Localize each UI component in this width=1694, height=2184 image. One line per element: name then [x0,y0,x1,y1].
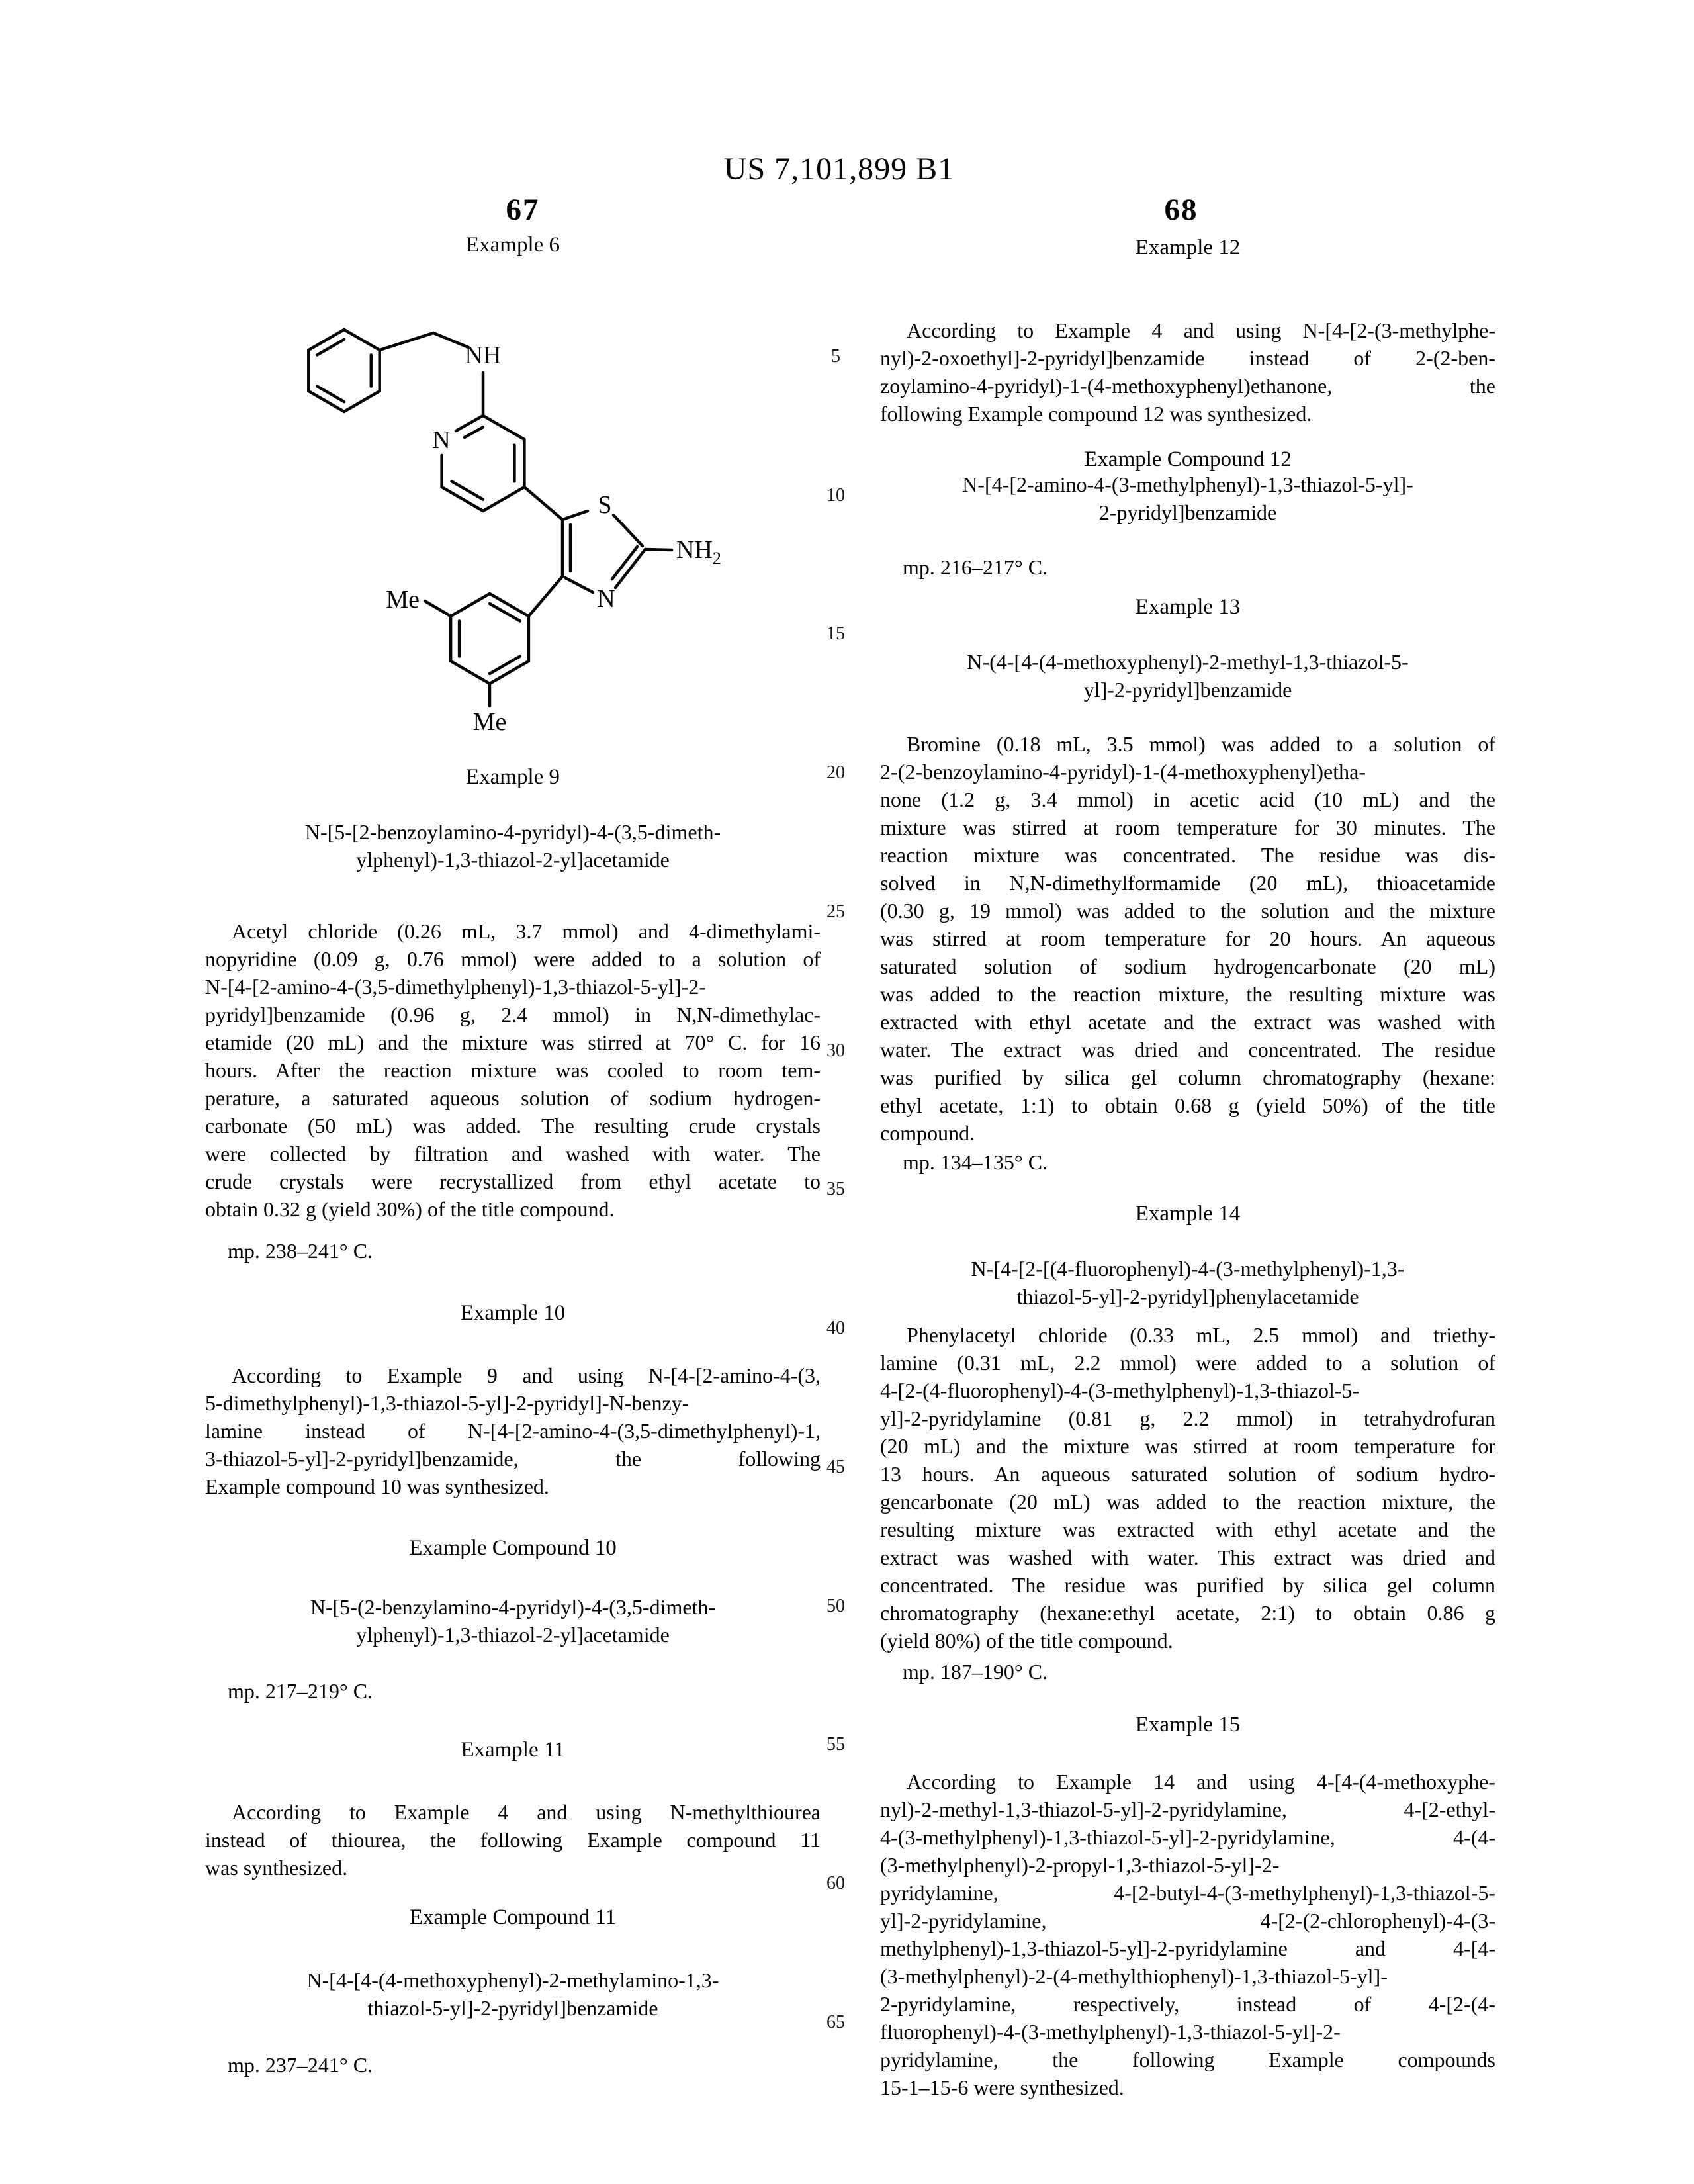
text-line: carbonate (50 mL) was added. The resulting crude crystals [205,1114,821,1138]
text-line: N-[4-[4-(4-methoxyphenyl)-2-methylamino-1,3- [306,1968,719,1992]
line-number-35: 35 [826,1179,845,1199]
example-9-melting-point: mp. 238–241° C. [228,1239,373,1263]
text-line: lamine instead of N-[4-[2-amino-4-(3,5-dimethylphenyl)-1, [205,1419,821,1443]
example-compound-12-heading: Example Compound 12 [1084,447,1292,471]
line-number-60: 60 [826,1873,845,1893]
example-compound-11-name [205,1966,821,2022]
text-line: 2-pyridylamine, respectively, instead of 4-[2-(4- [880,1992,1495,2016]
chemical-structure [285,321,748,745]
example-14-paragraph [880,1321,1495,1655]
text-line: reaction mixture was concentrated. The residue was dis- [880,843,1495,867]
example-10-paragraph [205,1361,821,1500]
text-line: N-[4-[2-amino-4-(3,5-dimethylphenyl)-1,3-thiazol-5-yl]-2- [205,975,707,999]
line-number-65: 65 [826,2012,845,2032]
text-line: fluorophenyl)-4-(3-methylphenyl)-1,3-thiazol-5-yl]-2- [880,2020,1341,2044]
nh-label: NH [465,341,502,369]
example-15-heading: Example 15 [1135,1713,1241,1737]
pyridine-ring [432,416,524,511]
text-line: pyridylamine, 4-[2-butyl-4-(3-methylphenyl)-1,3-thiazol-5- [880,1881,1495,1905]
thiazole-n-label: N [597,585,615,613]
text-line: (3-methylphenyl)-2-propyl-1,3-thiazol-5-yl]-2- [880,1853,1280,1877]
text-line: yl]-2-pyridylamine, 4-[2-(2-chlorophenyl)-4-(3- [880,1909,1495,1933]
example-11-paragraph [205,1798,821,1882]
text-line: 2-pyridyl]benzamide [1098,500,1277,524]
example-14-melting-point: mp. 187–190° C. [903,1660,1048,1684]
text-line: N-[4-[2-[(4-fluorophenyl)-4-(3-methylphenyl)-1,3- [971,1257,1405,1281]
example-13-melting-point: mp. 134–135° C. [903,1150,1048,1174]
text-line: was stirred at room temperature for 20 hours. An aqueous [880,927,1495,950]
methyl-label-bottom: Me [472,708,507,736]
text-line: thiazol-5-yl]-2-pyridyl]phenylacetamide [1016,1285,1359,1308]
text-line: mixture was stirred at room temperature for 30 minutes. The [880,815,1495,839]
text-line: nyl)-2-oxoethyl]-2-pyridyl]benzamide instead of 2-(2-ben- [880,346,1495,370]
line-number-45: 45 [826,1457,845,1477]
amino-label: $NH_2$ [676,536,721,568]
sulfur-icon: S [598,491,612,519]
text-line: methylphenyl)-1,3-thiazol-5-yl]-2-pyridylamine and 4-[4- [880,1936,1495,1960]
text-line: (20 mL) and the mixture was stirred at room temperature for [880,1434,1495,1458]
text-line: N-[5-[2-benzoylamino-4-pyridyl)-4-(3,5-dimeth- [304,820,721,844]
text-line: yl]-2-pyridylamine (0.81 g, 2.2 mmol) in tetrahydrofuran [880,1406,1495,1430]
text-line: obtain 0.32 g (yield 30%) of the title compound. [205,1197,615,1221]
text-line: yl]-2-pyridyl]benzamide [1083,678,1292,702]
text-line: ylphenyl)-1,3-thiazol-2-yl]acetamide [356,1623,670,1647]
text-line: thiazol-5-yl]-2-pyridyl]benzamide [367,1996,658,2020]
line-number-25: 25 [826,901,845,922]
text-line: pyridylamine, the following Example compounds [880,2048,1495,2071]
line-number-20: 20 [826,762,845,783]
example-9-heading: Example 9 [465,765,560,789]
text-line: (yield 80%) of the title compound. [880,1629,1173,1653]
example-12-heading: Example 12 [1135,236,1241,259]
text-line: zoylamino-4-pyridyl)-1-(4-methoxyphenyl)ethanone, the [880,374,1495,398]
line-number-55: 55 [826,1734,845,1754]
text-line: According to Example 9 and using N-[4-[2-amino-4-(3, [232,1363,821,1387]
column-number-67: 67 [506,193,540,227]
text-line: compound. [880,1121,975,1145]
text-line: N-[4-[2-amino-4-(3-methylphenyl)-1,3-thiazol-5-yl]- [962,473,1413,496]
methyl-label-left: Me [386,586,420,614]
example-compound-10-name [205,1593,821,1649]
example-compound-12-name [880,471,1495,526]
example-10-melting-point: mp. 217–219° C. [228,1679,373,1703]
text-line: N-(4-[4-(4-methoxyphenyl)-2-methyl-1,3-thiazol-5- [967,650,1409,674]
text-line: 4-[2-(4-fluorophenyl)-4-(3-methylphenyl)-1,3-thiazol-5- [880,1379,1360,1402]
text-line: lamine (0.31 mL, 2.2 mmol) were added to a solution of [880,1351,1495,1375]
text-line: ylphenyl)-1,3-thiazol-2-yl]acetamide [356,848,670,872]
text-line: 5-dimethylphenyl)-1,3-thiazol-5-yl]-2-pyridyl]-N-benzy- [205,1391,690,1415]
text-line: crude crystals were recrystallized from ethyl acetate to [205,1169,821,1193]
text-line: saturated solution of sodium hydrogencarbonate (20 mL) [880,954,1495,978]
text-line: 15-1–15-6 were synthesized. [880,2075,1124,2099]
text-line: water. The extract was dried and concentrated. The residue [880,1038,1495,1062]
example-9-compound-name [205,818,821,874]
example-13-paragraph [880,730,1495,1147]
text-line: gencarbonate (20 mL) was added to the reaction mixture, the [880,1490,1495,1514]
text-line: 3-thiazol-5-yl]-2-pyridyl]benzamide, the following [205,1447,821,1471]
example-compound-11-heading: Example Compound 11 [409,1905,617,1929]
example-6-heading: Example 6 [465,233,560,257]
text-line: concentrated. The residue was purified by silica gel column [880,1573,1495,1597]
text-line: was synthesized. [205,1856,348,1880]
text-line: resulting mixture was extracted with ethyl acetate and the [880,1518,1495,1541]
text-line: was purified by silica gel column chromatography (hexane: [880,1066,1495,1089]
example-11-melting-point: mp. 237–241° C. [228,2053,373,2077]
example-9-paragraph [205,917,821,1223]
example-12-melting-point: mp. 216–217° C. [903,555,1048,579]
dimethylphenyl-ring [386,576,562,736]
pyridine-n-label: N [432,426,451,454]
line-number-30: 30 [826,1040,845,1061]
text-line: ethyl acetate, 1:1) to obtain 0.68 g (yield 50%) of the title [880,1093,1495,1117]
text-line: 13 hours. An aqueous saturated solution of sodium hydro- [880,1462,1495,1486]
example-compound-10-heading: Example Compound 10 [409,1536,617,1560]
text-line: instead of thiourea, the following Example compound 11 [205,1828,821,1852]
line-number-50: 50 [826,1596,845,1616]
text-line: (0.30 g, 19 mmol) was added to the solution and the mixture [880,899,1495,923]
text-line: nyl)-2-methyl-1,3-thiazol-5-yl]-2-pyridylamine, 4-[2-ethyl- [880,1797,1495,1821]
text-line: According to Example 4 and using N-[4-[2-(3-methylphe- [907,318,1495,342]
text-line: According to Example 14 and using 4-[4-(4-methoxyphe- [907,1770,1495,1794]
text-line: perature, a saturated aqueous solution of sodium hydrogen- [205,1086,821,1110]
text-line: (3-methylphenyl)-2-(4-methylthiophenyl)-1,3-thiazol-5-yl]- [880,1964,1388,1988]
example-15-paragraph [880,1768,1495,2101]
text-line: were collected by filtration and washed with water. The [205,1142,821,1165]
example-11-heading: Example 11 [461,1738,565,1762]
text-line: none (1.2 g, 3.4 mmol) in acetic acid (10 mL) and the [880,788,1495,811]
text-line: chromatography (hexane:ethyl acetate, 2:1) to obtain 0.86 g [880,1601,1495,1625]
text-line: Bromine (0.18 mL, 3.5 mmol) was added to a solution of [907,732,1495,756]
pyridine-thiazole-bond [524,487,562,520]
text-line: extract was washed with water. This extract was dried and [880,1545,1495,1569]
text-line: nopyridine (0.09 g, 0.76 mmol) were added to a solution of [205,947,821,971]
line-number-10: 10 [826,485,845,506]
text-line: Phenylacetyl chloride (0.33 mL, 2.5 mmol) and triethy- [907,1323,1495,1347]
text-line: following Example compound 12 was synthesized. [880,402,1312,426]
text-line: Acetyl chloride (0.26 mL, 3.7 mmol) and 4-dimethylami- [232,919,821,943]
text-line: 4-(3-methylphenyl)-1,3-thiazol-5-yl]-2-pyridylamine, 4-(4- [880,1825,1495,1849]
text-line: N-[5-(2-benzylamino-4-pyridyl)-4-(3,5-dimeth- [310,1595,716,1619]
line-number-40: 40 [826,1318,845,1338]
text-line: 2-(2-benzoylamino-4-pyridyl)-1-(4-methoxyphenyl)etha- [880,760,1366,784]
example-14-compound-name [880,1255,1495,1310]
text-line: etamide (20 mL) and the mixture was stirred at 70° C. for 16 [205,1030,821,1054]
example-10-heading: Example 10 [460,1301,566,1325]
line-number-5: 5 [831,346,840,367]
text-line: extracted with ethyl acetate and the extract was washed with [880,1010,1495,1034]
text-line: Example compound 10 was synthesized. [205,1475,549,1498]
example-13-heading: Example 13 [1135,595,1241,619]
benzyl-group [308,330,468,412]
column-number-68: 68 [1164,193,1198,227]
patent-number: US 7,101,899 B1 [723,152,955,187]
text-line: hours. After the reaction mixture was cooled to room tem- [205,1058,821,1082]
thiazole-ring [562,491,645,613]
text-line: pyridyl]benzamide (0.96 g, 2.4 mmol) in N,N-dimethylac- [205,1003,821,1026]
example-14-heading: Example 14 [1135,1202,1241,1226]
amino-bond [645,549,672,550]
example-13-compound-name [880,648,1495,704]
text-line: solved in N,N-dimethylformamide (20 mL), thioacetamide [880,871,1495,895]
example-12-paragraph [880,316,1495,428]
text-line: According to Example 4 and using N-methylthiourea [232,1800,821,1824]
line-number-15: 15 [826,623,845,644]
text-line: was added to the reaction mixture, the resulting mixture was [880,982,1495,1006]
